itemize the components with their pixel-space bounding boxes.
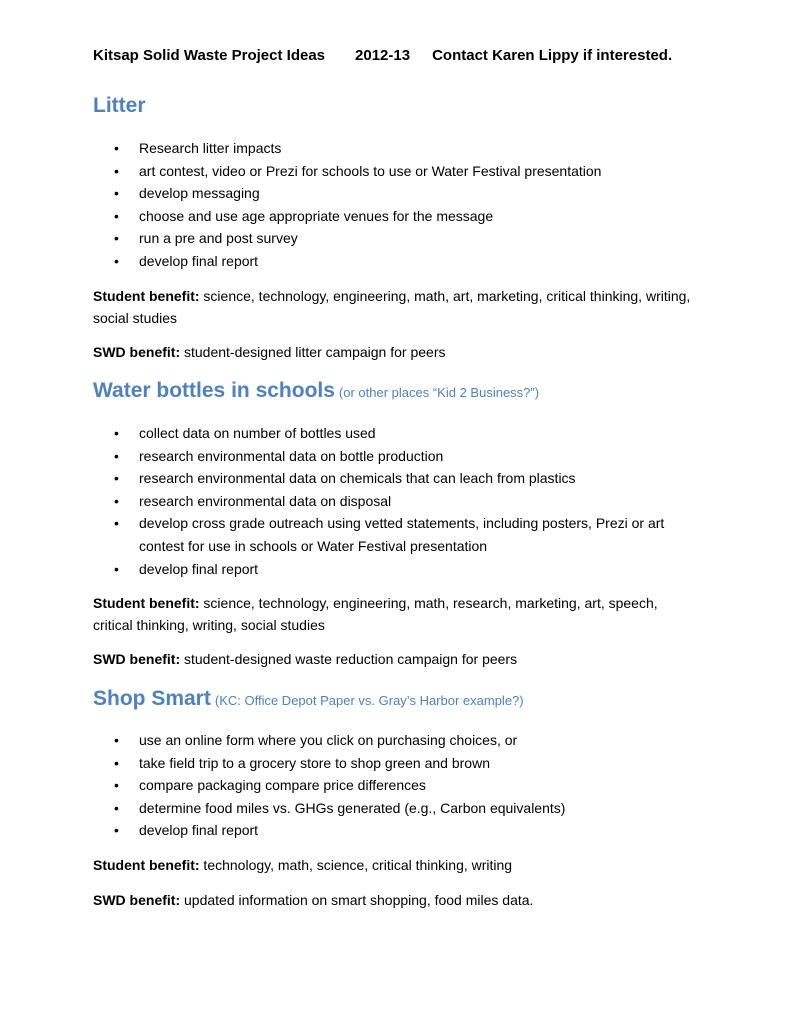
student-benefit-label: Student benefit:: [93, 857, 200, 873]
list-item: • choose and use age appropriate venues for the message: [93, 205, 713, 228]
list-item: • art contest, video or Prezi for schools to use or Water Festival presentation: [93, 160, 713, 183]
heading-subtitle: (KC: Office Depot Paper vs. Gray’s Harbor example?): [214, 693, 524, 708]
student-benefit-label: Student benefit:: [93, 288, 200, 304]
section-heading-water-bottles: [93, 379, 539, 403]
list-item: • develop messaging: [93, 182, 713, 205]
student-benefit-shop-smart: [93, 855, 693, 877]
student-benefit-water-bottles: [93, 593, 693, 636]
student-benefit-litter: [93, 286, 693, 329]
swd-benefit-shop-smart: [93, 890, 693, 912]
header-year: 2012-13: [355, 47, 411, 64]
student-benefit-label: Student benefit:: [93, 595, 200, 611]
student-benefit-text: technology, math, science, critical thinking, writing: [199, 857, 513, 873]
list-item: • develop final report: [93, 250, 713, 273]
swd-benefit-litter: [93, 342, 693, 364]
list-item: • take field trip to a grocery store to shop green and brown: [93, 752, 713, 775]
list-item: • research environmental data on bottle production: [93, 445, 713, 468]
student-benefit-text: science, technology, engineering, math, art, marketing, critical thinking, writing, social studies: [93, 288, 691, 326]
swd-benefit-text: student-designed litter campaign for peers: [180, 344, 446, 360]
heading-text: Water bottles in schools: [93, 379, 335, 402]
bullet-list-water-bottles: [93, 422, 713, 580]
list-item: • develop final report: [93, 819, 713, 842]
list-item: • Research litter impacts: [93, 137, 713, 160]
heading-subtitle: (or other places “Kid 2 Business?”): [338, 385, 540, 400]
list-item: • use an online form where you click on purchasing choices, or: [93, 729, 713, 752]
header-contact: Contact Karen Lippy if interested.: [432, 47, 673, 64]
list-item: • collect data on number of bottles used: [93, 422, 713, 445]
swd-benefit-label: SWD benefit:: [93, 651, 181, 667]
list-item: • run a pre and post survey: [93, 227, 713, 250]
swd-benefit-text: student-designed waste reduction campaign for peers: [180, 651, 518, 667]
bullet-list-shop-smart: [93, 729, 713, 842]
list-item: • compare packaging compare price differences: [93, 774, 713, 797]
list-item: • determine food miles vs. GHGs generated (e.g., Carbon equivalents): [93, 797, 713, 820]
swd-benefit-label: SWD benefit:: [93, 344, 181, 360]
swd-benefit-text: updated information on smart shopping, food miles data.: [180, 892, 534, 908]
student-benefit-text: science, technology, engineering, math, research, marketing, art, speech, critical thinking, writing, social studies: [93, 595, 658, 633]
document-header: [93, 47, 672, 64]
heading-text: Litter: [93, 94, 146, 117]
section-heading-litter: [93, 94, 150, 118]
list-item: • develop cross grade outreach using vetted statements, including posters, Prezi or art contest for use in schools or Water Festival presentation: [93, 512, 713, 557]
bullet-list-litter: [93, 137, 713, 273]
swd-benefit-water-bottles: [93, 649, 693, 671]
header-title: Kitsap Solid Waste Project Ideas: [93, 47, 326, 64]
swd-benefit-label: SWD benefit:: [93, 892, 181, 908]
heading-text: Shop Smart: [93, 687, 211, 710]
list-item: • research environmental data on disposal: [93, 490, 713, 513]
list-item: • develop final report: [93, 558, 713, 581]
list-item: • research environmental data on chemicals that can leach from plastics: [93, 467, 713, 490]
section-heading-shop-smart: [93, 687, 524, 711]
